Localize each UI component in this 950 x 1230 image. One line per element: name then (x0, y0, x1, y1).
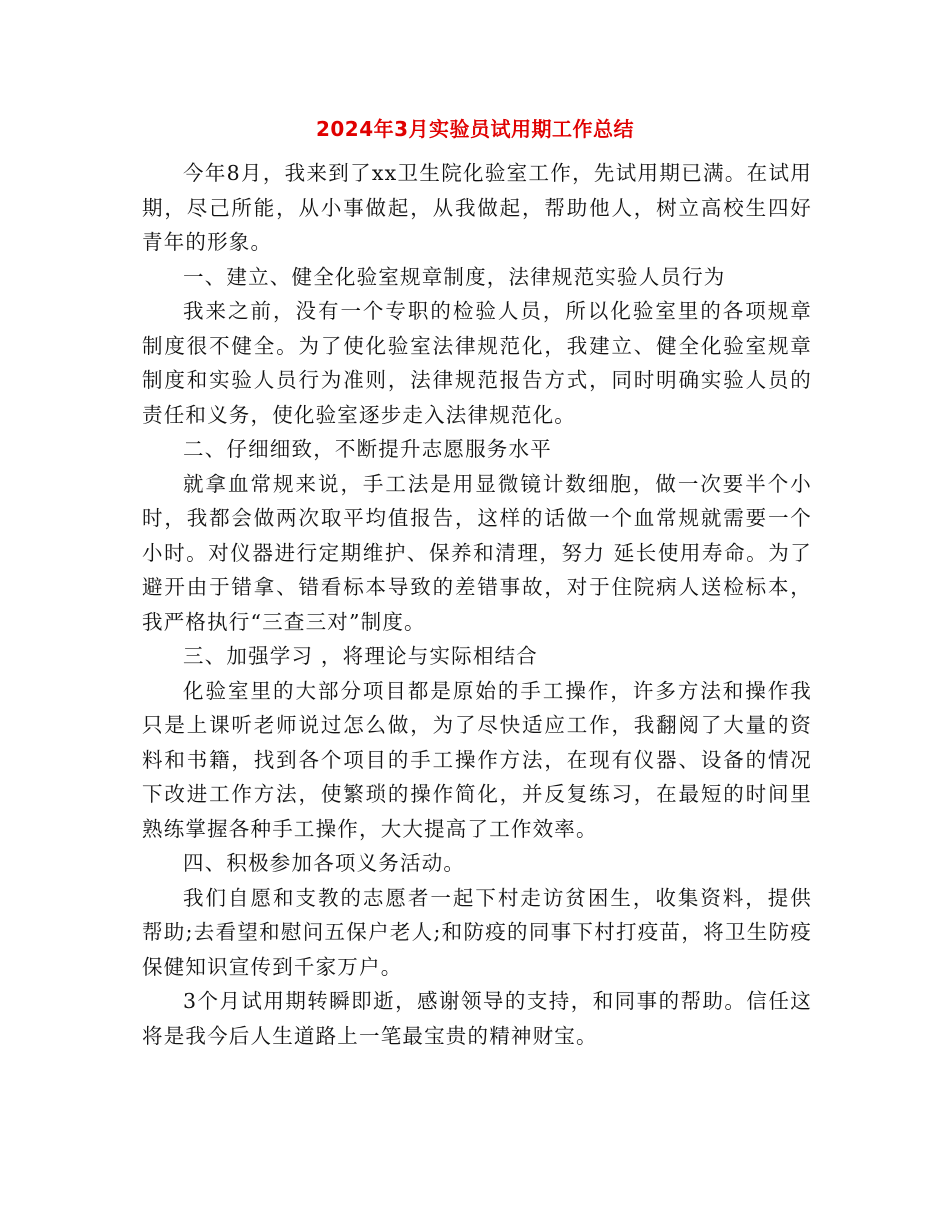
document-title: 2024年3月实验员试用期工作总结 (315, 117, 635, 141)
paragraph-intro: 今年8月，我来到了xx卫生院化验室工作，先试用期已满。在试用期，尽己所能，从小事做起，从我做起，帮助他人，树立高校生四好青年的形象。 (142, 161, 812, 254)
section-heading-2: 二、仔细细致，不断提升志愿服务水平 (183, 437, 552, 461)
section-heading-4: 四、积极参加各项义务活动。 (183, 851, 466, 875)
paragraph-section-3: 化验室里的大部分项目都是原始的手工操作，许多方法和操作我只是上课听老师说过怎么做，为了尽快适应工作，我翻阅了大量的资料和书籍，找到各个项目的手工操作方法，在现有仪器、设备的情况下改进工作方法，使繁琐的操作简化，并反复练习，在最短的时间里熟练掌握各种手工操作，大大提高了工作效率。 (142, 678, 812, 841)
section-heading-1: 一、建立、健全化验室规章制度，法律规范实验人员行为 (183, 264, 726, 289)
document-body (142, 156, 812, 1053)
paragraph-section-1: 我来之前，没有一个专职的检验人员，所以化验室里的各项规章制度很不健全。为了使化验室法律规范化，我建立、健全化验室规章制度和实验人员行为准则，法律规范报告方式，同时明确实验人员的责任和义务，使化验室逐步走入法律规范化。 (142, 299, 812, 427)
paragraph-section-2: 就拿血常规来说，手工法是用显微镜计数细胞，做一次要半个小时，我都会做两次取平均值报告，这样的话做一个血常规就需要一个小时。对仪器进行定期维护、保养和清理，努力 延长使用寿命。为了避开由于错拿、错看标本导致的差错事故，对于住院病人送检标本，我严格执行“三查三对”制度。 (142, 471, 812, 634)
section-heading-3: 三、加强学习 ，将理论与实际相结合 (183, 644, 538, 668)
paragraph-conclusion: 3个月试用期转瞬即逝，感谢领导的支持，和同事的帮助。信任这将是我今后人生道路上一笔最宝贵的精神财宝。 (142, 989, 812, 1048)
paragraph-section-4: 我们自愿和支教的志愿者一起下村走访贫困生，收集资料，提供帮助;去看望和慰问五保户老人;和防疫的同事下村打疫苗，将卫生防疫保健知识宣传到千家万户。 (142, 885, 812, 979)
